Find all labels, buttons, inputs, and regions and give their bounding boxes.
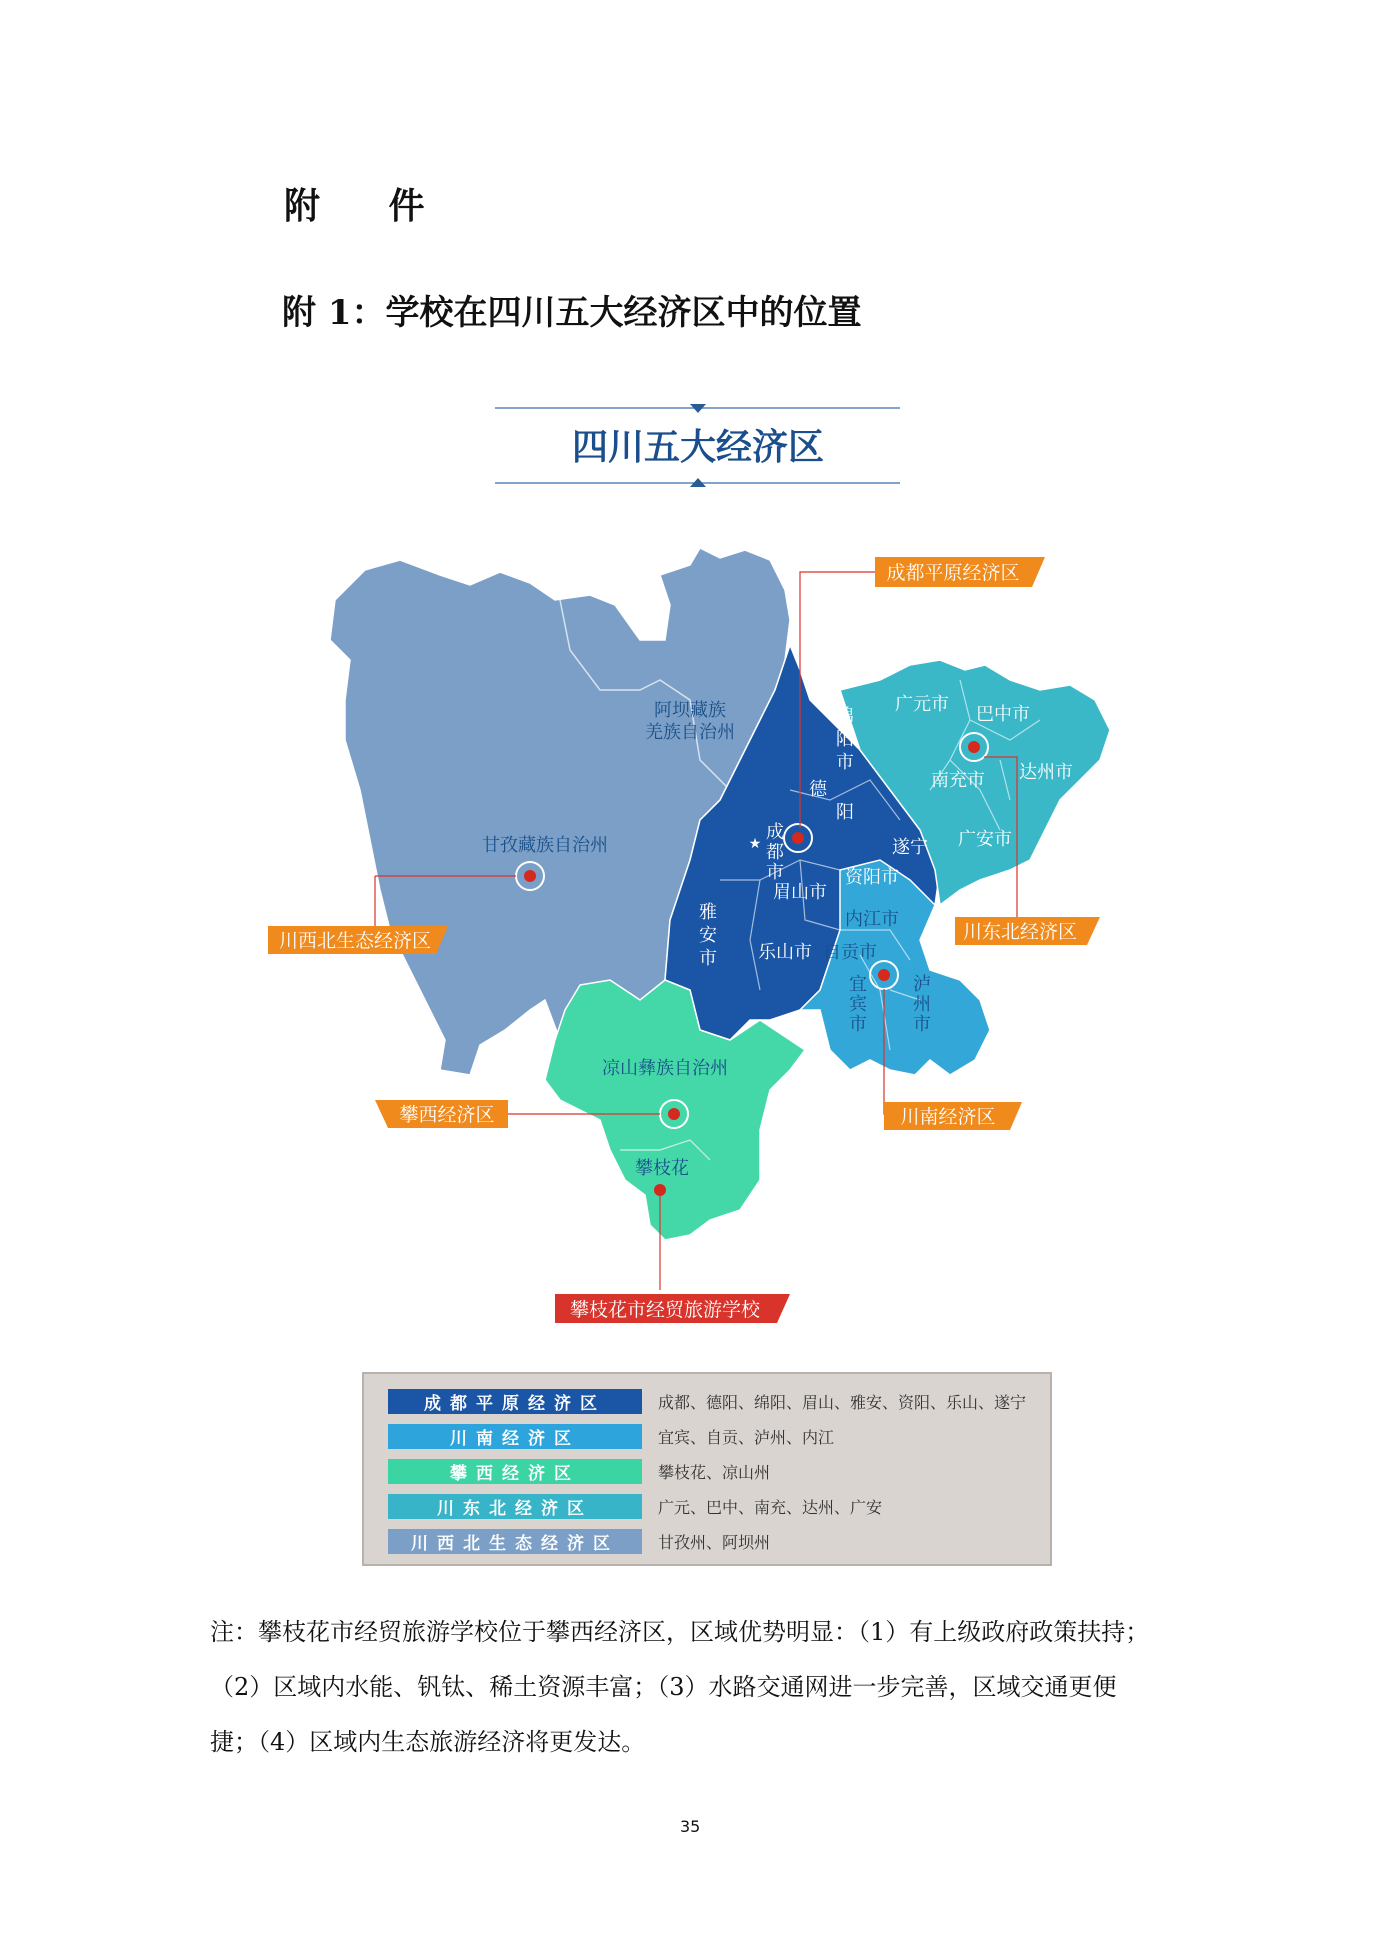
- label-mianyang-3: 市: [836, 752, 854, 773]
- legend-cities: 宜宾、自贡、泸州、内江: [658, 1428, 835, 1447]
- label-chengdu-2: 都: [766, 842, 784, 863]
- legend-row-chuanxibei: [388, 1529, 1038, 1554]
- label-zigong: 自贡市: [823, 942, 877, 963]
- legend-zone: 攀西经济区: [388, 1459, 642, 1484]
- label-luzhou-2: 州: [913, 994, 931, 1015]
- label-aba: 阿坝藏族: [654, 700, 726, 721]
- marker-school: [654, 1184, 666, 1196]
- callout-panxi: [375, 1100, 508, 1128]
- legend-row-panxi: [388, 1459, 1038, 1484]
- label-chengdu-3: 市: [766, 862, 784, 883]
- label-chengdu-1: 成: [766, 822, 784, 843]
- legend-cities: 成都、德阳、绵阳、眉山、雅安、资阳、乐山、遂宁: [658, 1393, 1027, 1412]
- callout-chuanxibei: [268, 926, 448, 954]
- capital-star-icon: ★: [748, 836, 762, 852]
- svg-text:成都平原经济区: 成都平原经济区: [886, 562, 1020, 584]
- label-luzhou-1: 泸: [913, 974, 931, 995]
- note-line-3: 捷；（4）区域内生态旅游经济将更发达。: [210, 1728, 646, 1756]
- label-bazhong: 巴中市: [976, 704, 1030, 725]
- note-line-1: 注：攀枝花市经贸旅游学校位于攀西经济区，区域优势明显：（1）有上级政府政策扶持；: [210, 1618, 1150, 1646]
- svg-text:川西北生态经济区: 川西北生态经济区: [278, 930, 432, 952]
- label-aba-2: 羌族自治州: [645, 722, 735, 743]
- svg-text:攀西经济区: 攀西经济区: [399, 1104, 495, 1126]
- legend-zone: 成都平原经济区: [388, 1389, 642, 1414]
- label-leshan: 乐山市: [758, 942, 812, 963]
- legend-row-chuannan: [388, 1424, 1038, 1449]
- note-line-2: （2）区域内水能、钒钛、稀土资源丰富；（3）水路交通网进一步完善，区域交通更便: [210, 1673, 1117, 1701]
- appendix-heading: 附 件: [284, 185, 453, 227]
- svg-text:攀枝花市经贸旅游学校: 攀枝花市经贸旅游学校: [569, 1299, 761, 1321]
- legend-zone: 川西北生态经济区: [388, 1529, 642, 1554]
- label-suining: 遂宁: [892, 837, 928, 858]
- label-neijiang: 内江市: [845, 909, 899, 930]
- callout-chuandongbei: [955, 917, 1100, 945]
- page-number: 35: [680, 1817, 701, 1836]
- legend-cities: 广元、巴中、南充、达州、广安: [658, 1498, 883, 1517]
- label-deyang-2: 阳: [836, 802, 854, 823]
- svg-text:川东北经济区: 川东北经济区: [962, 921, 1078, 943]
- label-guangan: 广安市: [958, 829, 1012, 850]
- label-yaan-1: 雅: [699, 902, 717, 923]
- label-deyang-1: 德: [809, 779, 827, 800]
- label-liangshan: 凉山彝族自治州: [602, 1058, 728, 1079]
- label-guangyuan: 广元市: [895, 694, 949, 715]
- svg-text:川南经济区: 川南经济区: [900, 1106, 996, 1128]
- legend-cities: 甘孜州、阿坝州: [658, 1533, 771, 1552]
- label-yaan-3: 市: [699, 948, 717, 969]
- label-meishan: 眉山市: [773, 882, 827, 903]
- label-ziyang: 资阳市: [845, 867, 899, 888]
- label-nanchong: 南充市: [931, 770, 985, 791]
- appendix-subheading: 附 1：学校在四川五大经济区中的位置: [282, 293, 862, 333]
- legend-zone: 川东北经济区: [388, 1494, 642, 1519]
- legend-row-chuandongbei: [388, 1494, 1038, 1519]
- label-luzhou-3: 市: [913, 1014, 931, 1035]
- label-yaan-2: 安: [699, 925, 717, 946]
- map-title: 四川五大经济区: [571, 427, 825, 468]
- label-mianyang-1: 绵: [836, 706, 854, 727]
- label-panzhihua: 攀枝花: [635, 1158, 689, 1179]
- legend-row-chengdu: [388, 1389, 1038, 1414]
- callout-chengdu-plain: [875, 557, 1045, 587]
- label-dazhou: 达州市: [1019, 762, 1073, 783]
- callout-school: [555, 1294, 790, 1323]
- label-yibin-2: 宾: [849, 994, 867, 1015]
- map-title-banner: [495, 404, 900, 487]
- label-yibin-1: 宜: [849, 974, 867, 995]
- callout-chuannan: [884, 1102, 1022, 1130]
- legend-cities: 攀枝花、凉山州: [658, 1463, 771, 1482]
- zone-legend: [362, 1372, 1052, 1566]
- legend-zone: 川南经济区: [388, 1424, 642, 1449]
- label-yibin-3: 市: [849, 1014, 867, 1035]
- label-ganzi: 甘孜藏族自治州: [482, 835, 608, 856]
- label-mianyang-2: 阳: [836, 729, 854, 750]
